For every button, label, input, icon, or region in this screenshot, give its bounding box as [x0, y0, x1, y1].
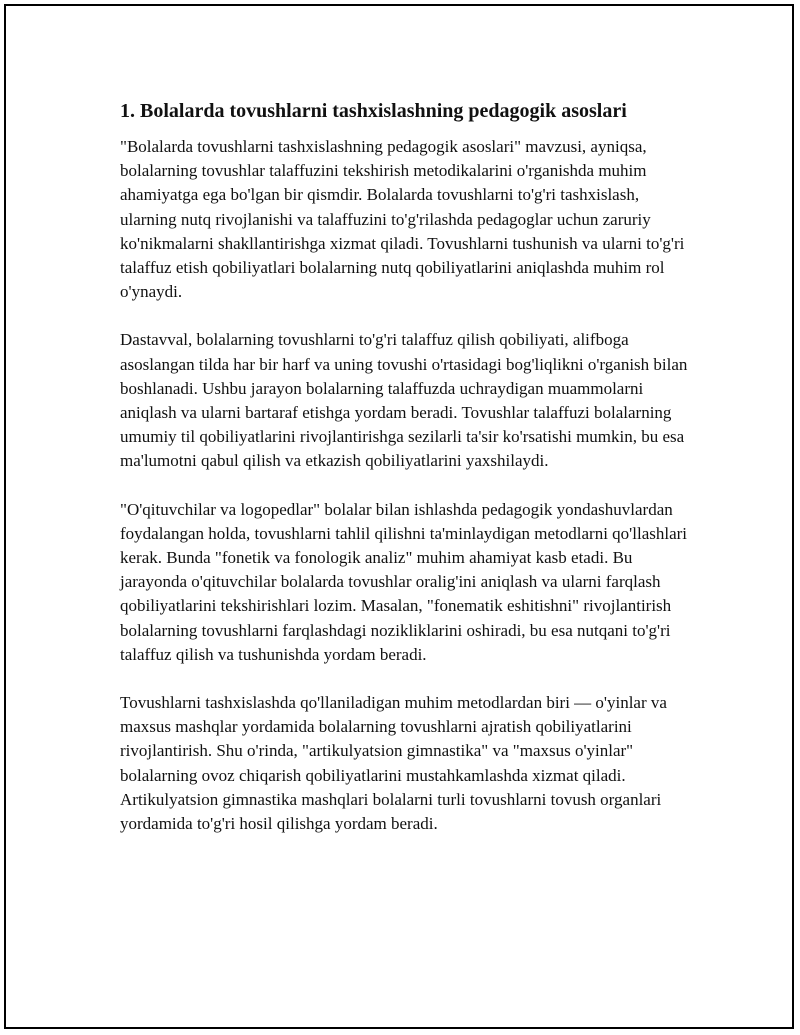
document-body — [120, 98, 692, 860]
paragraph-4: Tovushlarni tashxislashda qo'llaniladigan muhim metodlardan biri — o'yinlar va maxsus mashqlar yordamida bolalarning tovushlarni ajratish qobiliyatlarini rivojlantirish. Shu o'rinda, "artikulyatsion gimnastika" va "maxsus o'yinlar" bolalarning ovoz chiqarish qobiliyatlarini mustahkamlashda xizmat qiladi. Artikulyatsion gimnastika mashqlari bolalarni turli tovushlarni tovush organlari yordamida to'g'ri hosil qilishga yordam beradi. — [120, 693, 667, 834]
paragraph-1: "Bolalarda tovushlarni tashxislashning pedagogik asoslari" mavzusi, ayniqsa, bolalarning tovushlar talaffuzini tekshirish metodikalarini o'rganishda muhim ahamiyatga ega bo'lgan bir qismdir. Bolalarda tovushlarni to'g'ri tashxislash, ularning nutq rivojlanishi va talaffuzini to'g'rilashda pedagoglar uchun zaruriy ko'nikmalarni shakllantirishga xizmat qiladi. Tovushlarni tushunish va ularni to'g'ri talaffuz etish qobiliyatlari bolalarning nutq qobiliyatlarini aniqlashda muhim rol o'ynaydi. — [120, 137, 685, 302]
paragraph-3: "O'qituvchilar va logopedlar" bolalar bilan ishlashda pedagogik yondashuvlardan foydalangan holda, tovushlarni tahlil qilishni ta'minlaydigan metodlarni qo'llashlari kerak. Bunda "fonetik va fonologik analiz" muhim ahamiyat kasb etadi. Bu jarayonda o'qituvchilar bolalarda tovushlar oralig'ini aniqlash va ularni farqlash qobiliyatlarini tekshirishlari lozim. Masalan, "fonematik eshitishni" rivojlantirish bolalarning tovushlarni farqlashdagi nozikliklarini oshiradi, bu esa nutqani to'g'ri talaffuz qilish va tushunishda yordam beradi. — [120, 499, 688, 664]
document-page — [4, 4, 794, 1029]
section-title: 1. Bolalarda tovushlarni tashxislashning pedagogik asoslari — [120, 100, 627, 122]
paragraph-2: Dastavval, bolalarning tovushlarni to'g'ri talaffuz qilish qobiliyati, alifboga asoslangan tilda har bir harf va uning tovushi o'rtasidagi bog'liqlikni o'rganish bilan boshlanadi. Ushbu jarayon bolalarning talaffuzda uchraydigan muammolarni aniqlash va ularni bartaraf etishga yordam beradi. Tovushlar talaffuzi bolalarning umumiy til qobiliyatlarini rivojlantirishga sezilarli ta'sir ko'rsatishi mumkin, bu esa ma'lumotni qabul qilish va etkazish qobiliyatlarini yaxshilaydi. — [120, 330, 688, 471]
